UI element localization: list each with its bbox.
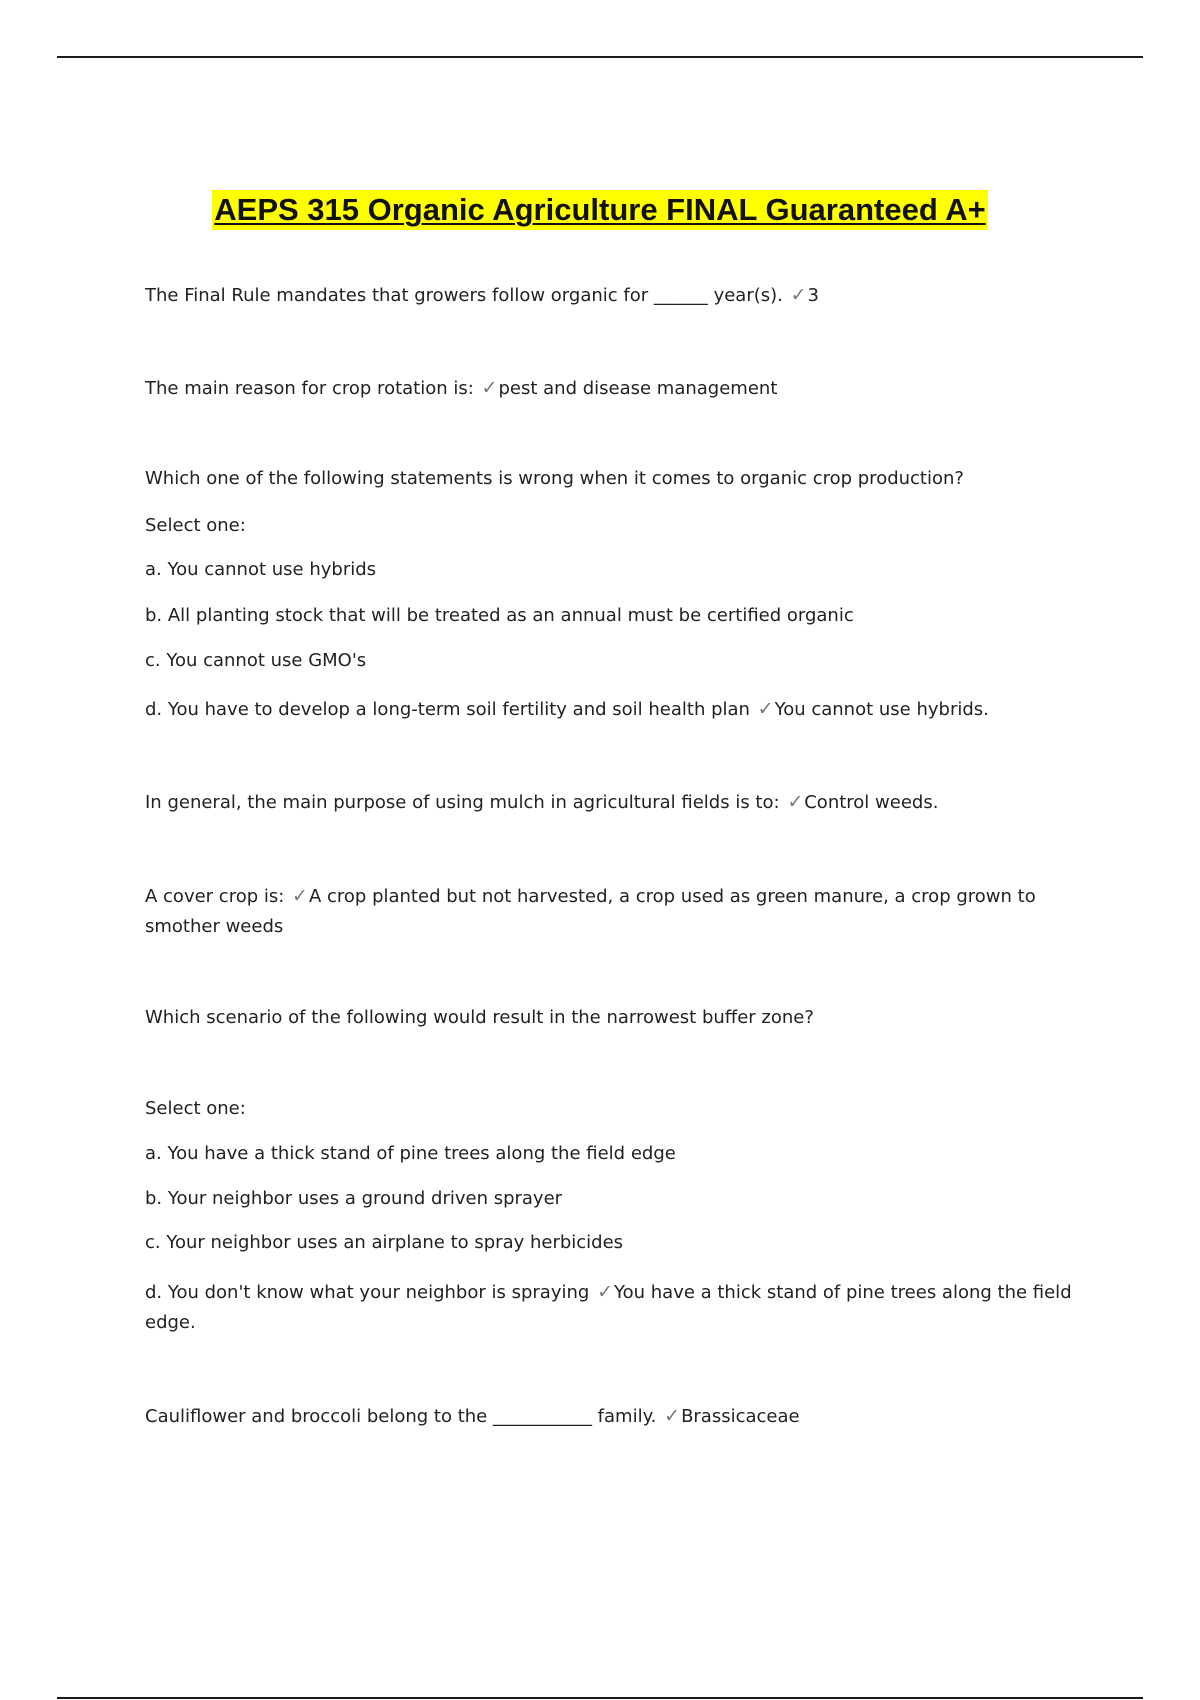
answer-text: A crop planted but not harvested, a crop used as green manure, a crop grown to smother weeds <box>145 886 1036 937</box>
question-line <box>145 464 1085 494</box>
question-text: The Final Rule mandates that growers follow organic for ______ year(s). <box>145 285 783 306</box>
question-line <box>145 1401 1085 1432</box>
question-text: The main reason for crop rotation is: <box>145 378 474 399</box>
document-title: AEPS 315 Organic Agriculture FINAL Guaranteed A+ <box>212 190 987 230</box>
answer-text: 3 <box>807 285 819 306</box>
question-text: b. Your neighbor uses a ground driven sprayer <box>145 1188 563 1209</box>
check-mark-icon: ✓ <box>757 698 774 720</box>
question-text: Which scenario of the following would result in the narrowest buffer zone? <box>145 1007 814 1028</box>
question-line <box>145 1228 1085 1258</box>
top-rule <box>57 56 1143 58</box>
question-text: Which one of the following statements is wrong when it comes to organic crop production? <box>145 468 964 489</box>
question-text: b. All planting stock that will be treated as an annual must be certified organic <box>145 605 854 626</box>
check-mark-icon: ✓ <box>664 1405 681 1427</box>
question-line <box>145 694 1085 725</box>
question-text: Cauliflower and broccoli belong to the ___________ family. <box>145 1406 657 1427</box>
question-line <box>145 1184 1085 1214</box>
question-line <box>145 787 1085 818</box>
question-text: A cover crop is: <box>145 886 285 907</box>
answer-text: Control weeds. <box>804 792 939 813</box>
question-text: a. You cannot use hybrids <box>145 559 377 580</box>
question-line <box>145 555 1085 585</box>
question-line <box>145 511 1085 541</box>
question-text: Select one: <box>145 1098 246 1119</box>
check-mark-icon: ✓ <box>481 377 498 399</box>
answer-text: pest and disease management <box>498 378 778 399</box>
question-line <box>145 373 1085 404</box>
question-line <box>145 1094 1085 1124</box>
question-text: c. Your neighbor uses an airplane to spray herbicides <box>145 1232 624 1253</box>
question-text: a. You have a thick stand of pine trees along the field edge <box>145 1143 676 1164</box>
bottom-rule <box>57 1697 1143 1699</box>
question-line <box>145 646 1085 676</box>
answer-text: Brassicaceae <box>681 1406 800 1427</box>
check-mark-icon: ✓ <box>597 1281 613 1303</box>
answer-text: You have a thick stand of pine trees along the field edge. <box>145 1282 1072 1333</box>
question-text: Select one: <box>145 515 246 536</box>
check-mark-icon: ✓ <box>787 791 804 813</box>
check-mark-icon: ✓ <box>790 284 807 306</box>
question-text: d. You have to develop a long-term soil fertility and soil health plan <box>145 699 750 720</box>
question-line <box>145 1277 1085 1338</box>
question-text: In general, the main purpose of using mulch in agricultural fields is to: <box>145 792 780 813</box>
title-wrap <box>0 190 1200 230</box>
question-text: d. You don't know what your neighbor is spraying <box>145 1282 590 1303</box>
question-line <box>145 1003 1085 1033</box>
question-line <box>145 881 1085 942</box>
check-mark-icon: ✓ <box>292 885 308 907</box>
answer-text: You cannot use hybrids. <box>774 699 989 720</box>
question-line <box>145 601 1085 631</box>
question-line <box>145 280 1085 311</box>
question-text: c. You cannot use GMO's <box>145 650 367 671</box>
question-line <box>145 1139 1085 1169</box>
